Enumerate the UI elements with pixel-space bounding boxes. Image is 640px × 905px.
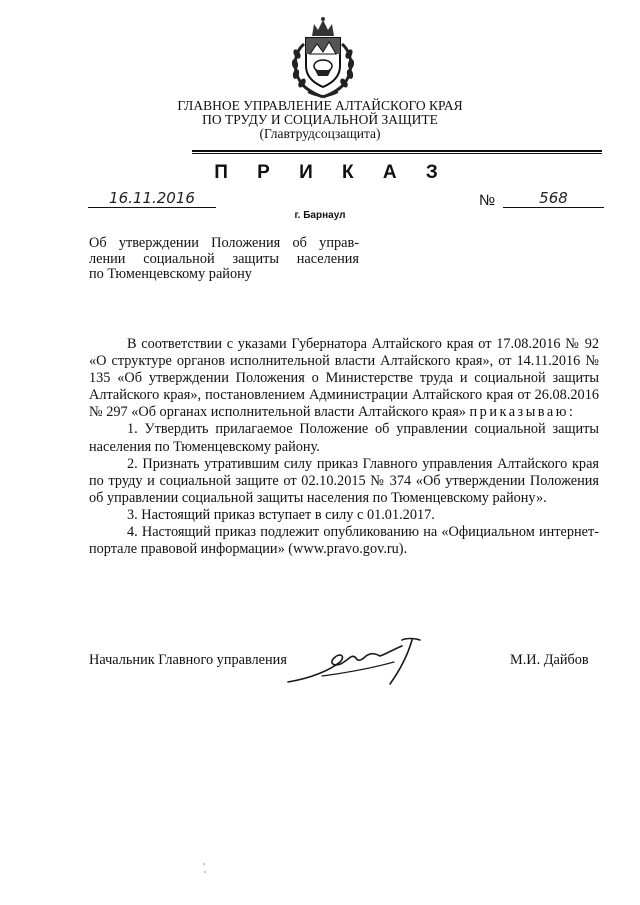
coat-of-arms-icon	[284, 14, 362, 100]
document-body	[89, 336, 599, 558]
org-short-name: (Главтрудсоцзащита)	[259, 126, 381, 141]
body-intro-text: В соответствии с указами Губернатора Алтайского края от 17.08.2016 № 92 «О структуре органов исполнительной власти Алтайского края», от 14.11.2016 № 135 «Об утверждении Положения о Министерстве труда и социальной защиты Алтайского края», постановлением Администрации Алтайского края от 26.08.2016 № 297 «Об органах исполнительной власти Алтайского края»	[89, 336, 599, 421]
org-name-line2: ПО ТРУДУ И СОЦИАЛЬНОЙ ЗАЩИТЕ	[202, 112, 438, 127]
handwritten-signature-icon	[282, 632, 432, 690]
document-subject	[89, 236, 359, 283]
signatory-title: Начальник Главного управления	[89, 652, 287, 668]
signatory-name: М.И. Дайбов	[510, 652, 589, 668]
org-name-line1: ГЛАВНОЕ УПРАВЛЕНИЕ АЛТАЙСКОГО КРАЯ	[177, 98, 463, 113]
subject-line-3: по Тюменцевскому району	[89, 266, 252, 282]
subject-line-2: лении социальной защиты населения	[89, 250, 359, 267]
body-item-4: 4. Настоящий приказ подлежит опубликованию на «Официальном интернет-портале правовой информации» (www.pravo.gov.ru).	[89, 524, 599, 558]
body-intro-paragraph	[89, 336, 599, 421]
document-date: 16.11.2016	[88, 190, 216, 208]
subject-line-1: Об утверждении Положения об управ-	[89, 235, 359, 251]
body-orders-word: приказываю:	[469, 404, 576, 421]
body-item-1: 1. Утвердить прилагаемое Положение об управлении социальной защиты населения по Тюменцевскому району.	[89, 421, 599, 455]
header-rule-thick	[192, 150, 602, 152]
header-rule-thin	[192, 153, 602, 154]
document-number: 568	[503, 190, 604, 208]
document-number-label: №	[479, 192, 496, 209]
body-item-3: 3. Настоящий приказ вступает в силу с 01.01.2017.	[127, 506, 435, 523]
scan-specks	[180, 860, 220, 880]
body-item-2: 2. Признать утратившим силу приказ Главного управления Алтайского края по труду и социальной защите от 02.10.2015 № 374 «Об утверждении Положения об управлении социальной защиты населения по Тюменцевскому району».	[89, 455, 599, 506]
document-type-title: П Р И К А З	[214, 162, 450, 183]
document-city: г. Барнаул	[294, 210, 346, 221]
